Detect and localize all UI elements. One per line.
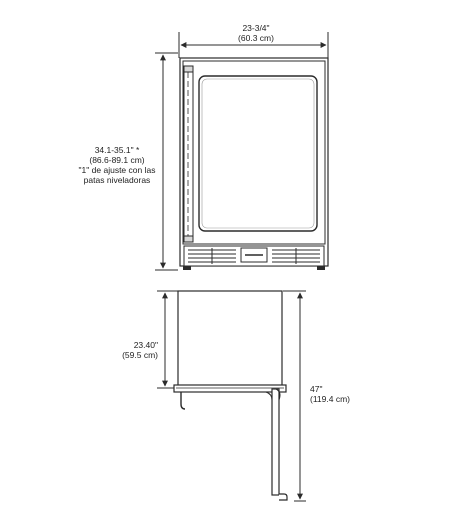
height-inches: 34.1-35.1" * (94, 145, 140, 155)
depth-cm: (59.5 cm) (122, 350, 158, 360)
depth-label (100, 340, 158, 360)
door-handle (184, 66, 193, 242)
open-door (272, 389, 279, 495)
refrigerator-front (180, 58, 328, 270)
open-depth-dimension-line (283, 291, 306, 501)
open-depth-cm: (119.4 cm) (310, 394, 350, 404)
height-label (62, 145, 172, 185)
height-note-line-1: "1" de ajuste con las (78, 165, 156, 175)
depth-dimension-line (157, 291, 180, 388)
right-foot (317, 266, 325, 270)
open-handle (279, 494, 287, 500)
height-cm: (86.6-89.1 cm) (89, 155, 145, 165)
depth-inches: 23.40" (133, 340, 158, 350)
open-depth-inches: 47" (310, 384, 323, 394)
left-foot (183, 266, 191, 270)
glass-window (199, 76, 317, 231)
width-cm: (60.3 cm) (238, 33, 274, 43)
width-inches: 23-3/4" (242, 23, 270, 33)
height-note-line-2: patas niveladoras (83, 175, 151, 185)
open-depth-label (310, 384, 350, 404)
door-edge (174, 385, 286, 392)
refrigerator-top-view (174, 291, 287, 500)
closed-handle (181, 392, 185, 409)
width-label (204, 23, 308, 43)
